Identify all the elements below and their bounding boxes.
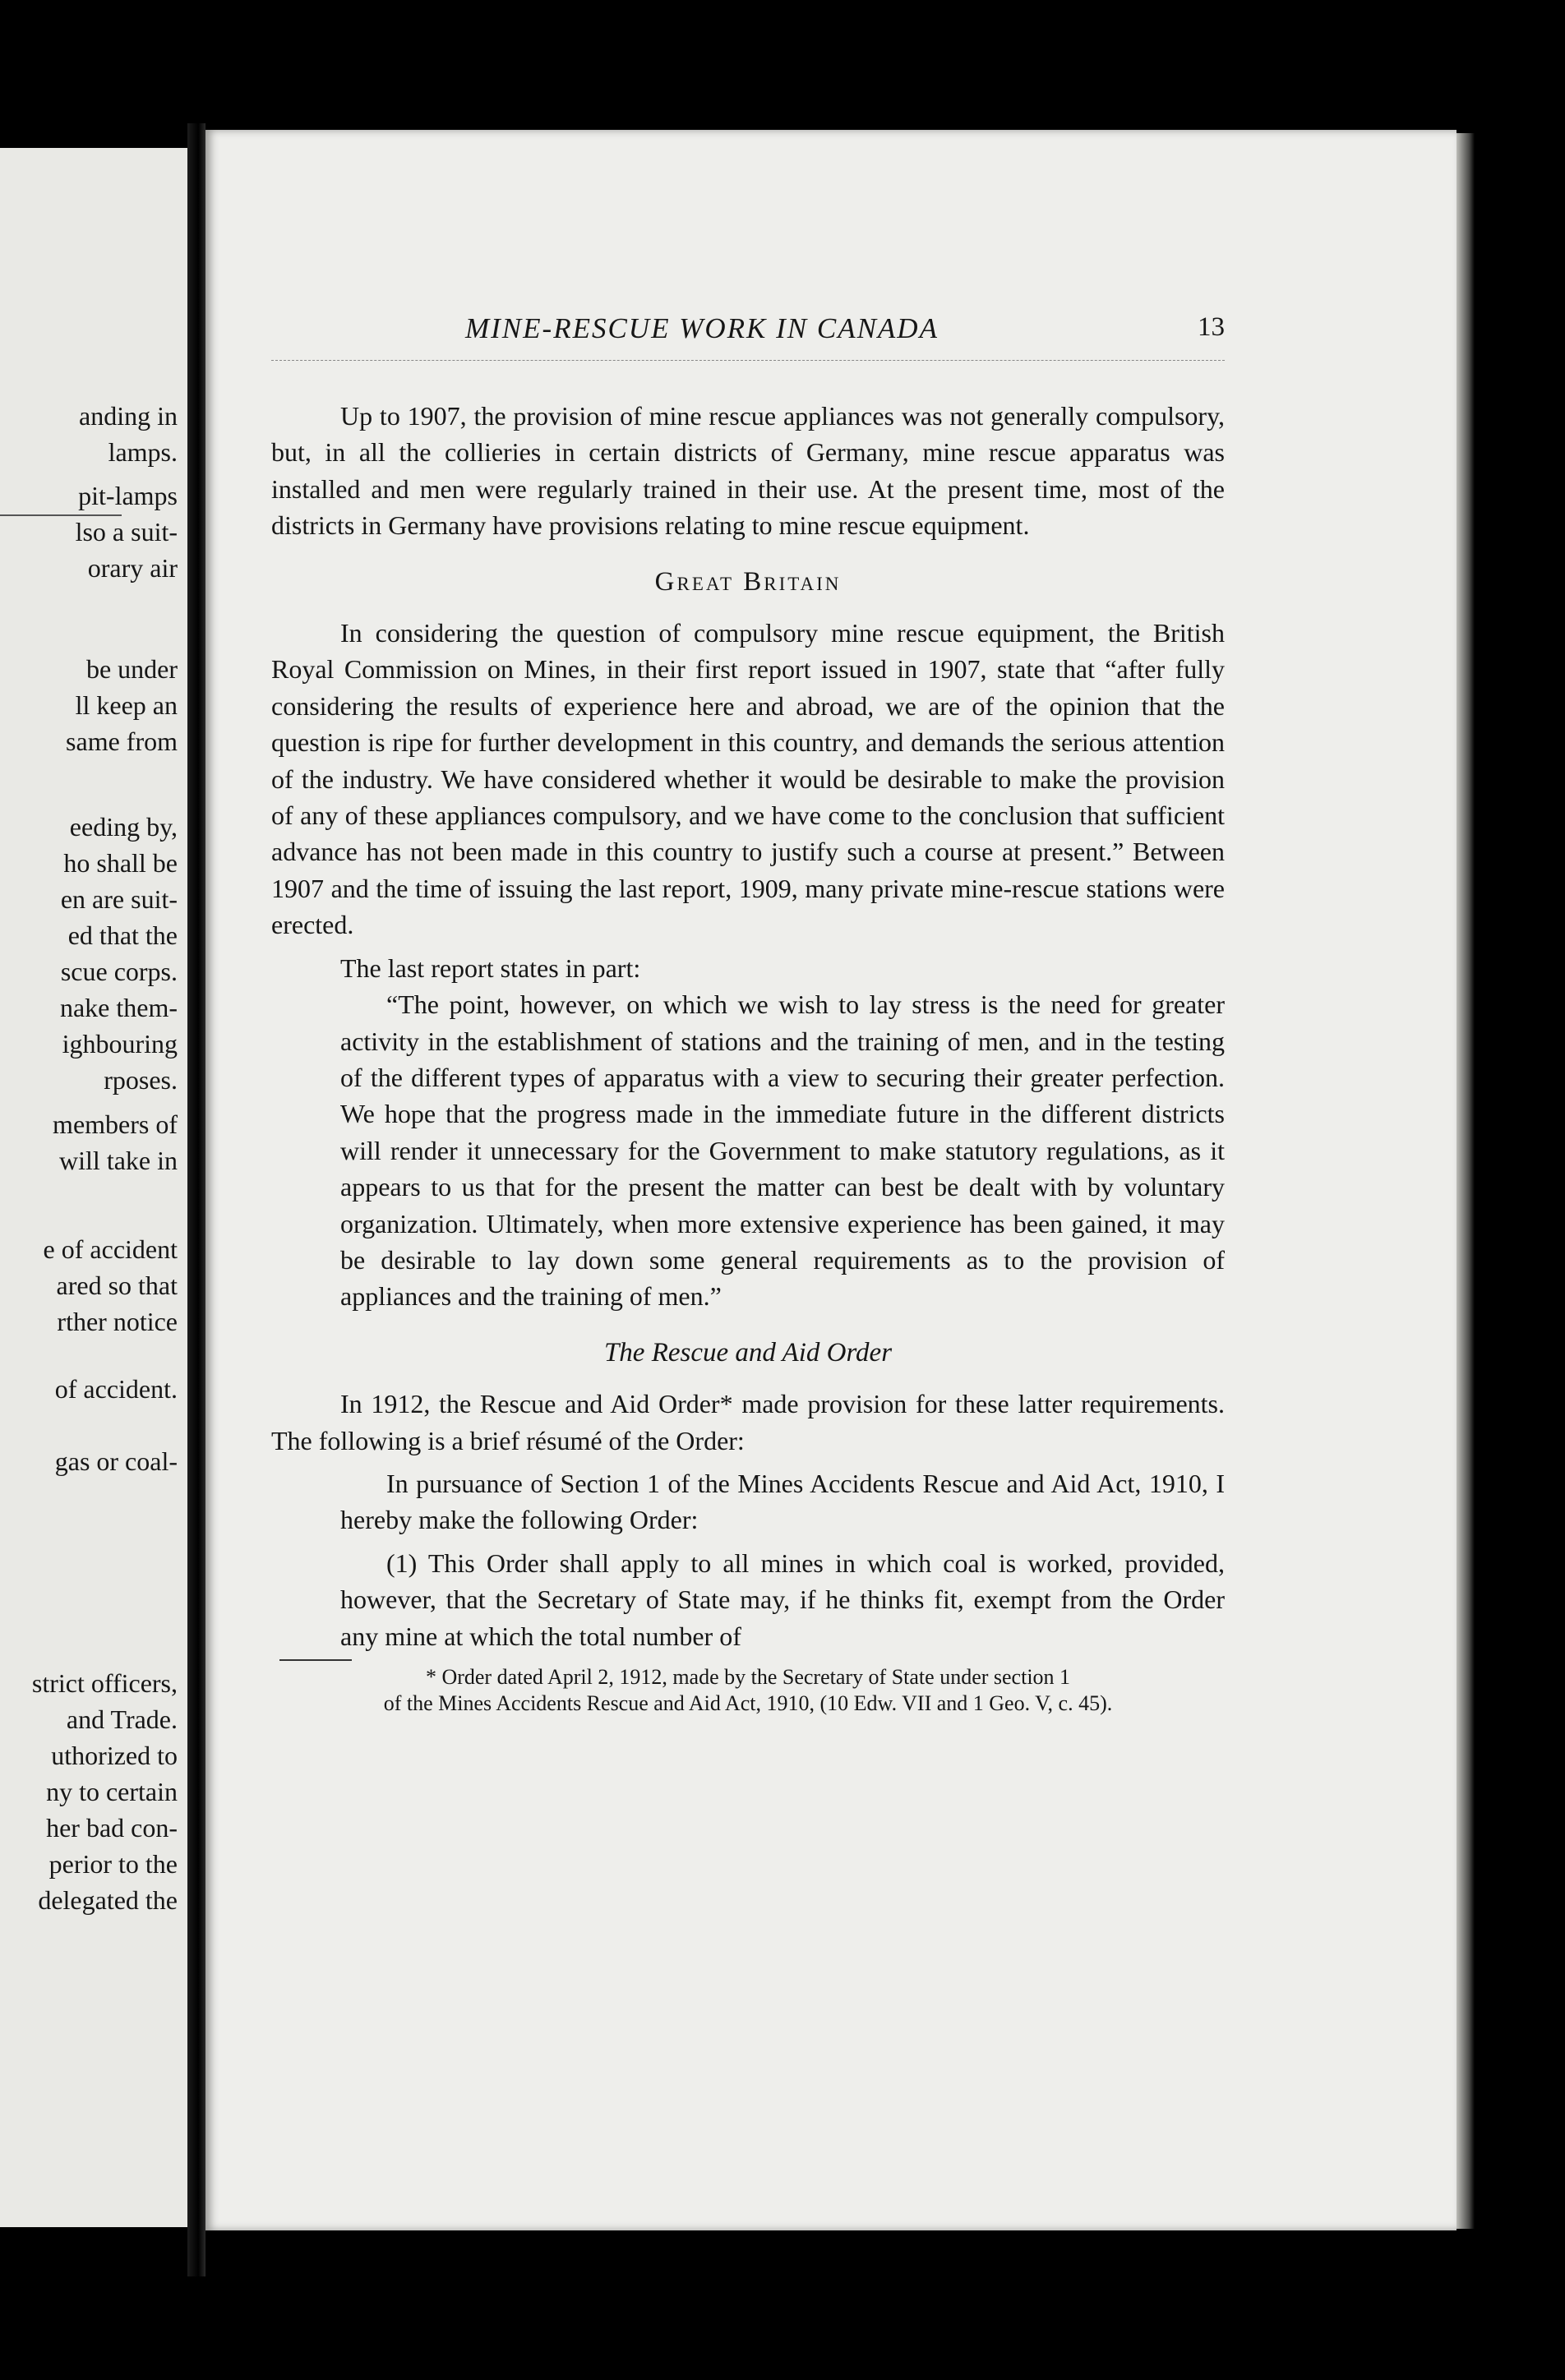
left-line: anding in: [79, 401, 178, 431]
left-line: ny to certain: [46, 1777, 178, 1806]
footnote-rule: [279, 1659, 352, 1661]
left-line: will take in: [59, 1146, 178, 1175]
left-line: same from: [66, 726, 178, 756]
paragraph: In 1912, the Rescue and Aid Order* made provision for these latter requirements. The following is a brief résumé of the Order:: [271, 1389, 1225, 1455]
footnote-line: * Order dated April 2, 1912, made by the Secretary of State under section 1: [425, 1665, 1071, 1689]
left-line: ighbouring: [62, 1029, 178, 1059]
left-line: of accident.: [54, 1374, 178, 1404]
left-line: and Trade.: [66, 1704, 178, 1734]
running-title: MINE-RESCUE WORK IN CANADA: [465, 312, 939, 344]
left-line: her bad con-: [46, 1813, 178, 1843]
left-line: uthorized to: [51, 1741, 178, 1770]
page-body: [271, 398, 1225, 1717]
left-line: lamps.: [108, 437, 178, 467]
paragraph: In pursuance of Section 1 of the Mines Accidents Rescue and Aid Act, 1910, I hereby make the following Order:: [340, 1468, 1225, 1535]
footnote: [271, 1664, 1225, 1717]
left-line: lso a suit-: [75, 517, 178, 547]
left-line: strict officers,: [31, 1668, 178, 1698]
paragraph: The last report states in part:: [340, 952, 641, 983]
book-gutter: [187, 123, 205, 2276]
section-heading: Great Britain: [654, 566, 842, 597]
paragraph: (1) This Order shall apply to all mines in which coal is worked, provided, however, that the Secretary of State may, if he thinks fit, exempt from the Order any mine at which the total number of: [340, 1547, 1225, 1651]
page-number: 13: [1198, 312, 1225, 342]
left-line: orary air: [87, 553, 178, 583]
left-line: nake them-: [59, 993, 178, 1022]
left-line: ho shall be: [63, 848, 178, 878]
left-line: perior to the: [48, 1849, 178, 1879]
left-line: eeding by,: [69, 812, 178, 842]
left-line: scue corps.: [60, 957, 178, 986]
left-line: members of: [53, 1109, 178, 1139]
left-line: rposes.: [104, 1065, 178, 1095]
left-line: rther notice: [57, 1307, 178, 1336]
left-line: gas or coal-: [54, 1446, 178, 1476]
header-rule: [271, 360, 1225, 361]
left-line: en are suit-: [60, 884, 178, 914]
page-header: [271, 312, 1225, 358]
footnote-line: of the Mines Accidents Rescue and Aid Act, 1910, (10 Edw. VII and 1 Geo. V, c. 45).: [383, 1691, 1113, 1715]
left-line: pit-lamps: [78, 481, 178, 510]
left-line: be under: [85, 654, 178, 684]
block-quote: “The point, however, on which we wish to lay stress is the need for greater activity in the establishment of stations and the training of men, and in the testing of the different types of apparatus with a view to securing their greater perfection. We hope that the progress made in the immediate future in the different districts will render it unnecessary for the Government to make statutory regulations, as it appears to us that for the present the matter can best be dealt with by voluntary organization. Ultimately, when more extensive experience has been gained, it may be desirable to lay down some general requirements as to the provision of appliances and the training of men.”: [340, 989, 1225, 1312]
left-line: e of accident: [43, 1234, 178, 1264]
subsection-heading: The Rescue and Aid Order: [603, 1337, 893, 1368]
left-line: delegated the: [38, 1885, 178, 1915]
paragraph: In considering the question of compulsory mine rescue equipment, the British Royal Commission on Mines, in their first report issued in 1907, state that “after fully considering the results of experience here and abroad, we are of the opinion that the question is ripe for further development in this country, and demands the serious attention of the industry. We have considered whether it would be desirable to make the provision of any of these appliances compulsory, and we have come to the conclusion that sufficient advance has not been made in this country to justify such a course at present.” Between 1907 and the time of issuing the last report, 1909, many private mine-rescue stations were erected.: [271, 618, 1225, 940]
page-edge-shadow: [1457, 133, 1475, 2229]
left-line: ed that the: [67, 920, 178, 950]
left-page-fragment: [0, 148, 187, 2227]
left-line: ll keep an: [75, 690, 178, 720]
paragraph: Up to 1907, the provision of mine rescue appliances was not generally compulsory, but, in all the collieries in certain districts of Germany, mine rescue apparatus was installed and men were regularly trained in their use. At the present time, most of the districts in Germany have provisions relating to mine rescue equipment.: [271, 401, 1225, 541]
left-line: ared so that: [56, 1271, 178, 1300]
